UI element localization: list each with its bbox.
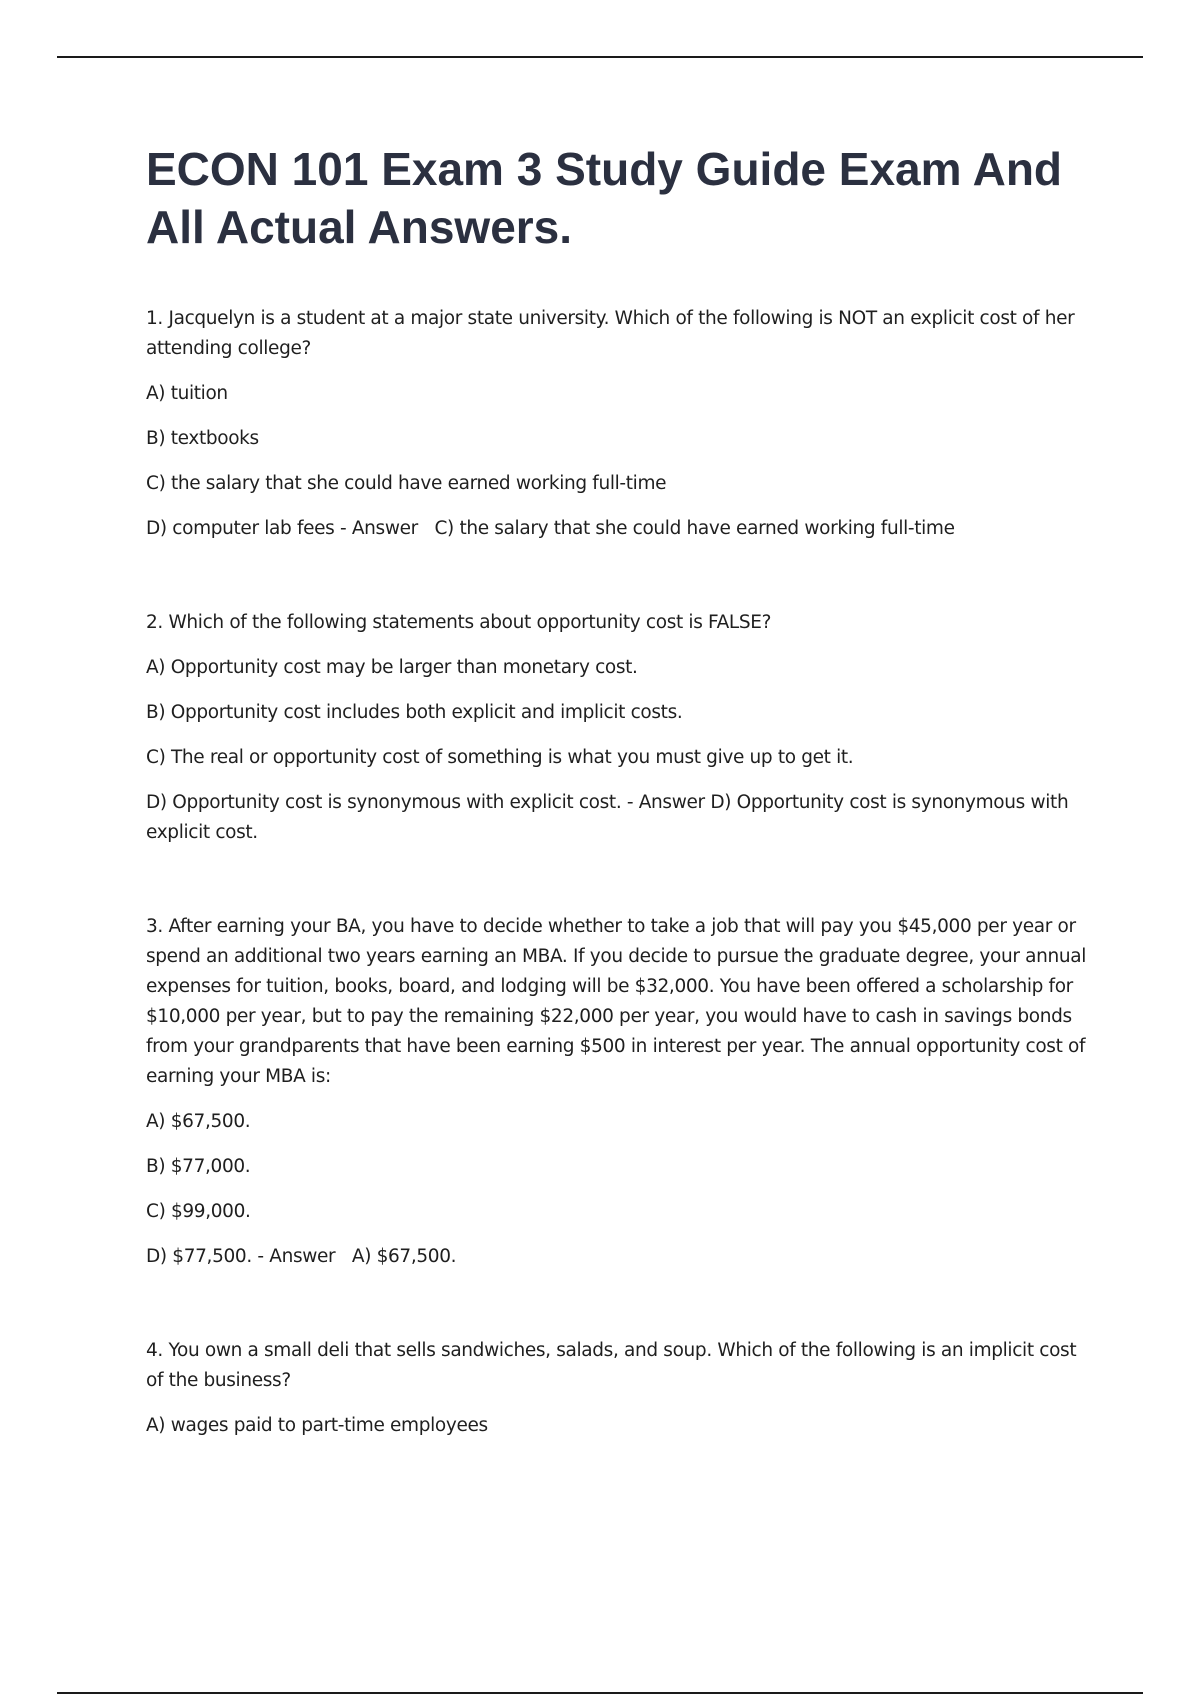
question-text: 2. Which of the following statements about opportunity cost is FALSE?: [146, 612, 772, 633]
option-d-with-answer: D) computer lab fees - Answer C) the salary that she could have earned working full-time: [146, 518, 955, 539]
option-d-with-answer: D) Opportunity cost is synonymous with explicit cost. - Answer D) Opportunity cost is synonymous with explicit cost.: [146, 792, 1069, 843]
option-d-with-answer: D) $77,500. - Answer A) $67,500.: [146, 1246, 457, 1267]
question-text: 4. You own a small deli that sells sandwiches, salads, and soup. Which of the following is an implicit cost of the business?: [146, 1340, 1077, 1391]
question-3: [146, 912, 1091, 1272]
option-b: B) textbooks: [146, 428, 259, 449]
document-body: [146, 140, 1091, 1505]
document-title: ECON 101 Exam 3 Study Guide Exam And All Actual Answers.: [146, 143, 1063, 253]
top-rule: [57, 56, 1143, 58]
question-text: 1. Jacquelyn is a student at a major state university. Which of the following is NOT an explicit cost of her attending college?: [146, 308, 1075, 359]
question-4: [146, 1336, 1091, 1441]
question-2: [146, 608, 1091, 848]
question-1: [146, 304, 1091, 544]
option-c: C) The real or opportunity cost of something is what you must give up to get it.: [146, 747, 854, 768]
bottom-rule: [57, 1692, 1143, 1694]
option-c: C) $99,000.: [146, 1201, 251, 1222]
option-b: B) Opportunity cost includes both explicit and implicit costs.: [146, 702, 683, 723]
option-a: A) wages paid to part-time employees: [146, 1415, 488, 1436]
option-a: A) tuition: [146, 383, 228, 404]
question-text: 3. After earning your BA, you have to decide whether to take a job that will pay you $45,000 per year or spend an additional two years earning an MBA. If you decide to pursue the graduate degree, your annual expenses for tuition, books, board, and lodging will be $32,000. You have been offered a scholarship for $10,000 per year, but to pay the remaining $22,000 per year, you would have to cash in savings bonds from your grandparents that have been earning $500 in interest per year. The annual opportunity cost of earning your MBA is:: [146, 916, 1087, 1087]
option-a: A) Opportunity cost may be larger than monetary cost.: [146, 657, 638, 678]
option-b: B) $77,000.: [146, 1156, 251, 1177]
option-c: C) the salary that she could have earned working full-time: [146, 473, 667, 494]
option-a: A) $67,500.: [146, 1111, 251, 1132]
